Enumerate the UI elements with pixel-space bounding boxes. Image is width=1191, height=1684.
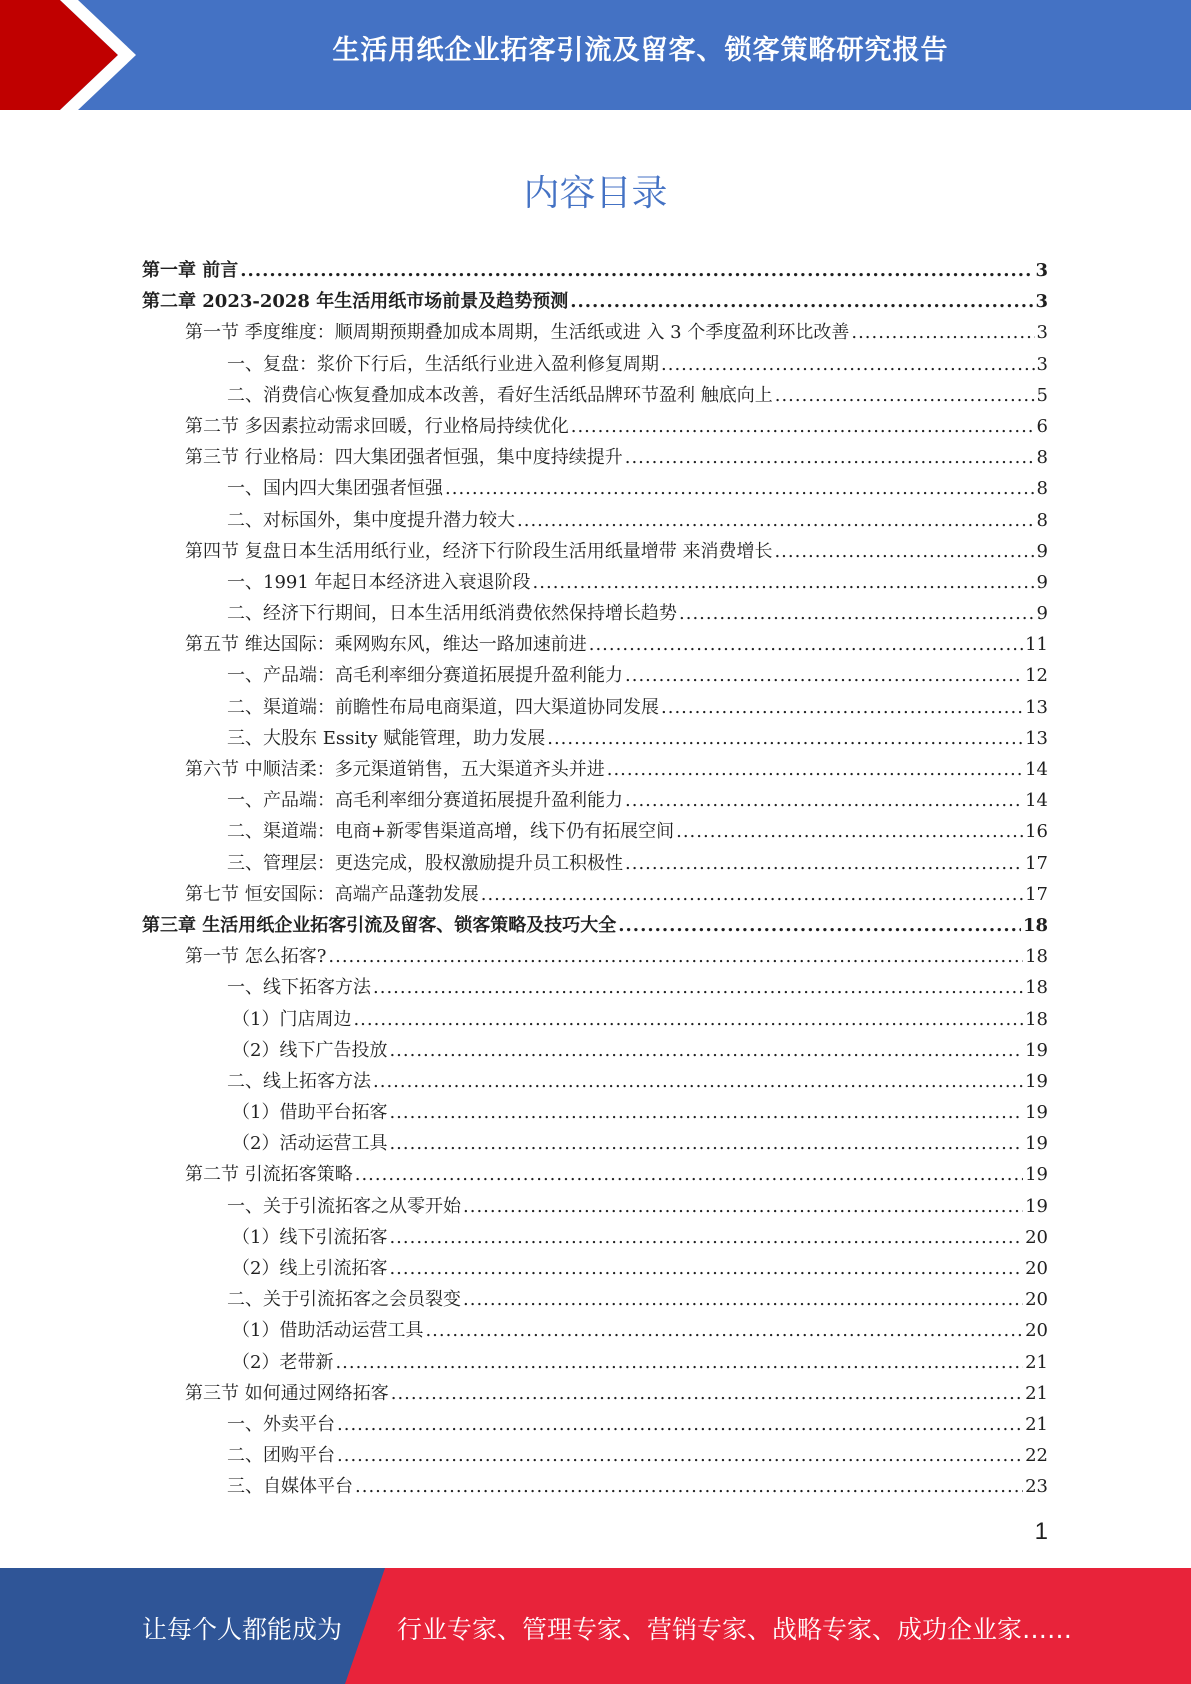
toc-dot-leader (589, 629, 1023, 660)
toc-entry-label: （2）活动运营工具 (232, 1133, 388, 1155)
toc-dot-leader (625, 848, 1023, 879)
toc-entry-page: 16 (1025, 821, 1048, 843)
toc-entry-page: 11 (1025, 634, 1048, 656)
toc-entry[interactable] (142, 941, 1048, 972)
toc-entry[interactable] (142, 411, 1048, 442)
toc-entry[interactable] (142, 1191, 1048, 1222)
toc-entry-label: 二、经济下行期间，日本生活用纸消费依然保持增长趋势 (227, 603, 677, 625)
toc-entry[interactable] (142, 785, 1048, 816)
toc-entry[interactable] (142, 505, 1048, 536)
toc-entry[interactable] (142, 1440, 1048, 1471)
toc-entry-page: 3 (1036, 353, 1048, 375)
toc-dot-leader (353, 1004, 1023, 1035)
toc-entry-label: 一、复盘：浆价下行后，生活纸行业进入盈利修复周期 (227, 353, 659, 375)
toc-dot-leader (355, 1159, 1023, 1190)
toc-entry[interactable] (142, 1284, 1048, 1315)
toc-entry-label: 第七节 恒安国际：高端产品蓬勃发展 (185, 883, 479, 905)
toc-dot-leader (389, 1253, 1023, 1284)
toc-dot-leader (481, 879, 1023, 910)
toc-entry-label: 二、渠道端：前瞻性布局电商渠道，四大渠道协同发展 (227, 696, 659, 718)
toc-entry-page: 9 (1036, 540, 1048, 562)
toc-entry-label: 三、管理层：更迭完成，股权激励提升员工积极性 (227, 852, 623, 874)
toc-entry-label: 三、大股东 Essity 赋能管理，助力发展 (227, 727, 546, 749)
toc-dot-leader (445, 473, 1035, 504)
toc-entry[interactable] (142, 1004, 1048, 1035)
toc-entry-page: 5 (1036, 384, 1048, 406)
toc-entry-label: 二、团购平台 (227, 1445, 335, 1467)
toc-entry-label: 一、国内四大集团强者恒强 (227, 478, 443, 500)
toc-entry-label: 第二章 2023-2028 年生活用纸市场前景及趋势预测 (142, 291, 569, 313)
toc-entry-page: 20 (1025, 1289, 1048, 1311)
toc-entry[interactable] (142, 848, 1048, 879)
toc-dot-leader (618, 910, 1021, 941)
toc-entry[interactable] (142, 1159, 1048, 1190)
toc-entry[interactable] (142, 723, 1048, 754)
toc-entry-label: 二、消费信心恢复叠加成本改善，看好生活纸品牌环节盈利 触底向上 (227, 384, 773, 406)
toc-dot-leader (607, 754, 1023, 785)
toc-entry-page: 8 (1036, 447, 1048, 469)
toc-heading: 内容目录 (523, 173, 668, 214)
toc-entry-label: 一、产品端：高毛利率细分赛道拓展提升盈利能力 (227, 790, 623, 812)
toc-entry[interactable] (142, 879, 1048, 910)
toc-dot-leader (774, 536, 1034, 567)
toc-entry-page: 19 (1025, 1164, 1048, 1186)
toc-entry-label: 第五节 维达国际：乘网购东风，维达一路加速前进 (185, 634, 587, 656)
toc-dot-leader (373, 972, 1023, 1003)
toc-entry-page: 18 (1022, 914, 1048, 936)
toc-entry-page: 14 (1025, 759, 1048, 780)
toc-entry-label: 第四节 复盘日本生活用纸行业，经济下行阶段生活用纸量增带 来消费增长 (185, 540, 773, 562)
toc-entry-page: 18 (1025, 977, 1048, 999)
toc-entry[interactable] (142, 1222, 1048, 1253)
toc-entry-label: 第三节 如何通过网络拓客 (185, 1382, 389, 1404)
page-footer (0, 1568, 1191, 1684)
toc-dot-leader (337, 1409, 1023, 1440)
toc-entry[interactable] (142, 1066, 1048, 1097)
toc-entry[interactable] (142, 380, 1048, 411)
toc-entry-page: 3 (1035, 291, 1048, 313)
toc-dot-leader (533, 567, 1035, 598)
toc-entry[interactable] (142, 317, 1048, 348)
toc-dot-leader (240, 255, 1033, 286)
toc-entry-page: 20 (1025, 1320, 1048, 1342)
footer-slogan-left: 让每个人都能成为 (142, 1615, 343, 1644)
toc-entry-label: 三、自媒体平台 (227, 1476, 353, 1498)
toc-entry[interactable] (142, 1128, 1048, 1159)
toc-dot-leader (676, 816, 1023, 847)
toc-entry-page: 3 (1035, 260, 1048, 281)
toc-dot-leader (373, 1066, 1023, 1097)
toc-entry-page: 14 (1025, 790, 1048, 812)
toc-entry-label: （2）线下广告投放 (232, 1039, 388, 1061)
toc-entry[interactable] (142, 286, 1048, 317)
toc-entry-label: 第三节 行业格局：四大集团强者恒强，集中度持续提升 (185, 447, 623, 469)
toc-entry-page: 13 (1025, 727, 1048, 749)
toc-dot-leader (851, 317, 1034, 348)
toc-entry[interactable] (142, 692, 1048, 723)
toc-entry-page: 18 (1025, 1008, 1048, 1030)
toc-entry-page: 21 (1025, 1382, 1048, 1404)
toc-entry[interactable] (142, 660, 1048, 691)
toc-entry-page: 8 (1036, 478, 1048, 500)
toc-dot-leader (337, 1440, 1023, 1471)
toc-entry-page: 13 (1025, 696, 1048, 718)
toc-entry-label: （2）老带新 (232, 1351, 334, 1373)
toc-entry-label: 二、关于引流拓客之会员裂变 (227, 1289, 461, 1311)
footer-slogan-right: 行业专家、管理专家、营销专家、战略专家、成功企业家…… (397, 1615, 1073, 1644)
toc-dot-leader (389, 1035, 1023, 1066)
toc-dot-leader (661, 349, 1035, 380)
toc-entry-label: 一、产品端：高毛利率细分赛道拓展提升盈利能力 (227, 665, 623, 687)
toc-entry[interactable] (142, 1347, 1048, 1378)
toc-entry-page: 9 (1036, 571, 1048, 593)
toc-entry-label: 二、线上拓客方法 (227, 1070, 371, 1092)
toc-dot-leader (391, 1378, 1023, 1409)
toc-entry-label: 第一节 季度维度：顺周期预期叠加成本周期，生活纸或进 入 3 个季度盈利环比改善 (185, 322, 850, 344)
toc-dot-leader (570, 286, 1033, 317)
toc-entry-label: 第二节 引流拓客策略 (185, 1164, 353, 1186)
toc-entry[interactable] (142, 1097, 1048, 1128)
toc-entry-label: 一、关于引流拓客之从零开始 (227, 1195, 461, 1217)
toc-entry-page: 21 (1025, 1351, 1048, 1373)
toc-dot-leader (547, 723, 1023, 754)
toc-entry[interactable] (142, 910, 1048, 941)
toc-entry-page: 9 (1036, 603, 1048, 625)
toc-entry-page: 21 (1025, 1413, 1048, 1435)
toc-entry[interactable] (142, 1035, 1048, 1066)
toc-dot-leader (679, 598, 1035, 629)
toc-entry-page: 20 (1025, 1258, 1048, 1279)
toc-entry-label: 第一章 前言 (142, 260, 239, 281)
toc-entry-label: （1）借助平台拓客 (232, 1102, 388, 1124)
table-of-contents (142, 255, 1048, 1503)
toc-entry-page: 19 (1025, 1039, 1048, 1061)
toc-dot-leader (625, 442, 1035, 473)
toc-entry-label: 一、1991 年起日本经济进入衰退阶段 (227, 571, 531, 593)
toc-dot-leader (335, 1347, 1023, 1378)
toc-dot-leader (389, 1222, 1023, 1253)
toc-entry[interactable] (142, 255, 1048, 286)
toc-entry[interactable] (142, 972, 1048, 1003)
toc-entry-page: 17 (1025, 852, 1048, 874)
toc-entry-page: 20 (1025, 1226, 1048, 1248)
toc-dot-leader (661, 692, 1023, 723)
toc-entry[interactable] (142, 473, 1048, 504)
toc-entry-page: 22 (1025, 1445, 1048, 1467)
report-title: 生活用纸企业拓客引流及留客、锁客策略研究报告 (332, 35, 949, 66)
toc-entry-label: （2）线上引流拓客 (232, 1258, 388, 1279)
toc-entry-page: 17 (1025, 883, 1048, 905)
toc-entry-label: （1）门店周边 (232, 1008, 352, 1030)
toc-dot-leader (463, 1191, 1023, 1222)
toc-entry[interactable] (142, 598, 1048, 629)
toc-dot-leader (389, 1128, 1023, 1159)
toc-entry-label: 第六节 中顺洁柔：多元渠道销售，五大渠道齐头并进 (185, 759, 605, 780)
toc-entry[interactable] (142, 1253, 1048, 1284)
toc-entry[interactable] (142, 754, 1048, 785)
toc-entry-label: 二、对标国外，集中度提升潜力较大 (227, 509, 515, 531)
page-number: 1 (1034, 1518, 1048, 1545)
toc-entry[interactable] (142, 1471, 1048, 1502)
toc-entry-page: 12 (1025, 665, 1048, 687)
toc-entry-page: 19 (1025, 1070, 1048, 1092)
toc-entry[interactable] (142, 1315, 1048, 1346)
toc-entry[interactable] (142, 1409, 1048, 1440)
toc-entry[interactable] (142, 536, 1048, 567)
toc-entry-page: 19 (1025, 1133, 1048, 1155)
toc-entry-page: 3 (1036, 322, 1048, 344)
toc-entry[interactable] (142, 442, 1048, 473)
toc-entry-label: （1）线下引流拓客 (232, 1226, 388, 1248)
toc-entry[interactable] (142, 567, 1048, 598)
toc-entry-page: 8 (1036, 509, 1048, 531)
toc-dot-leader (425, 1315, 1023, 1346)
toc-dot-leader (625, 785, 1023, 816)
toc-dot-leader (463, 1284, 1023, 1315)
toc-dot-leader (355, 1471, 1023, 1502)
page-header (0, 0, 1191, 110)
toc-entry-page: 19 (1025, 1195, 1048, 1217)
toc-dot-leader (775, 380, 1035, 411)
toc-entry-page: 19 (1025, 1102, 1048, 1124)
toc-entry[interactable] (142, 629, 1048, 660)
toc-entry-page: 6 (1036, 415, 1048, 437)
toc-dot-leader (571, 411, 1035, 442)
toc-entry-page: 23 (1025, 1476, 1048, 1498)
toc-entry-label: 第一节 怎么拓客? (185, 946, 327, 968)
toc-entry[interactable] (142, 816, 1048, 847)
toc-dot-leader (517, 505, 1035, 536)
toc-dot-leader (328, 941, 1023, 972)
toc-entry-label: 一、外卖平台 (227, 1413, 335, 1435)
toc-dot-leader (389, 1097, 1023, 1128)
toc-dot-leader (625, 660, 1023, 691)
toc-entry[interactable] (142, 1378, 1048, 1409)
toc-entry[interactable] (142, 349, 1048, 380)
toc-entry-label: 第三章 生活用纸企业拓客引流及留客、锁客策略及技巧大全 (142, 914, 617, 936)
toc-entry-label: 二、渠道端：电商+新零售渠道高增，线下仍有拓展空间 (227, 821, 675, 843)
toc-entry-label: 一、线下拓客方法 (227, 977, 371, 999)
toc-entry-page: 18 (1025, 946, 1048, 968)
toc-entry-label: 第二节 多因素拉动需求回暖，行业格局持续优化 (185, 415, 569, 437)
toc-entry-label: （1）借助活动运营工具 (232, 1320, 424, 1342)
